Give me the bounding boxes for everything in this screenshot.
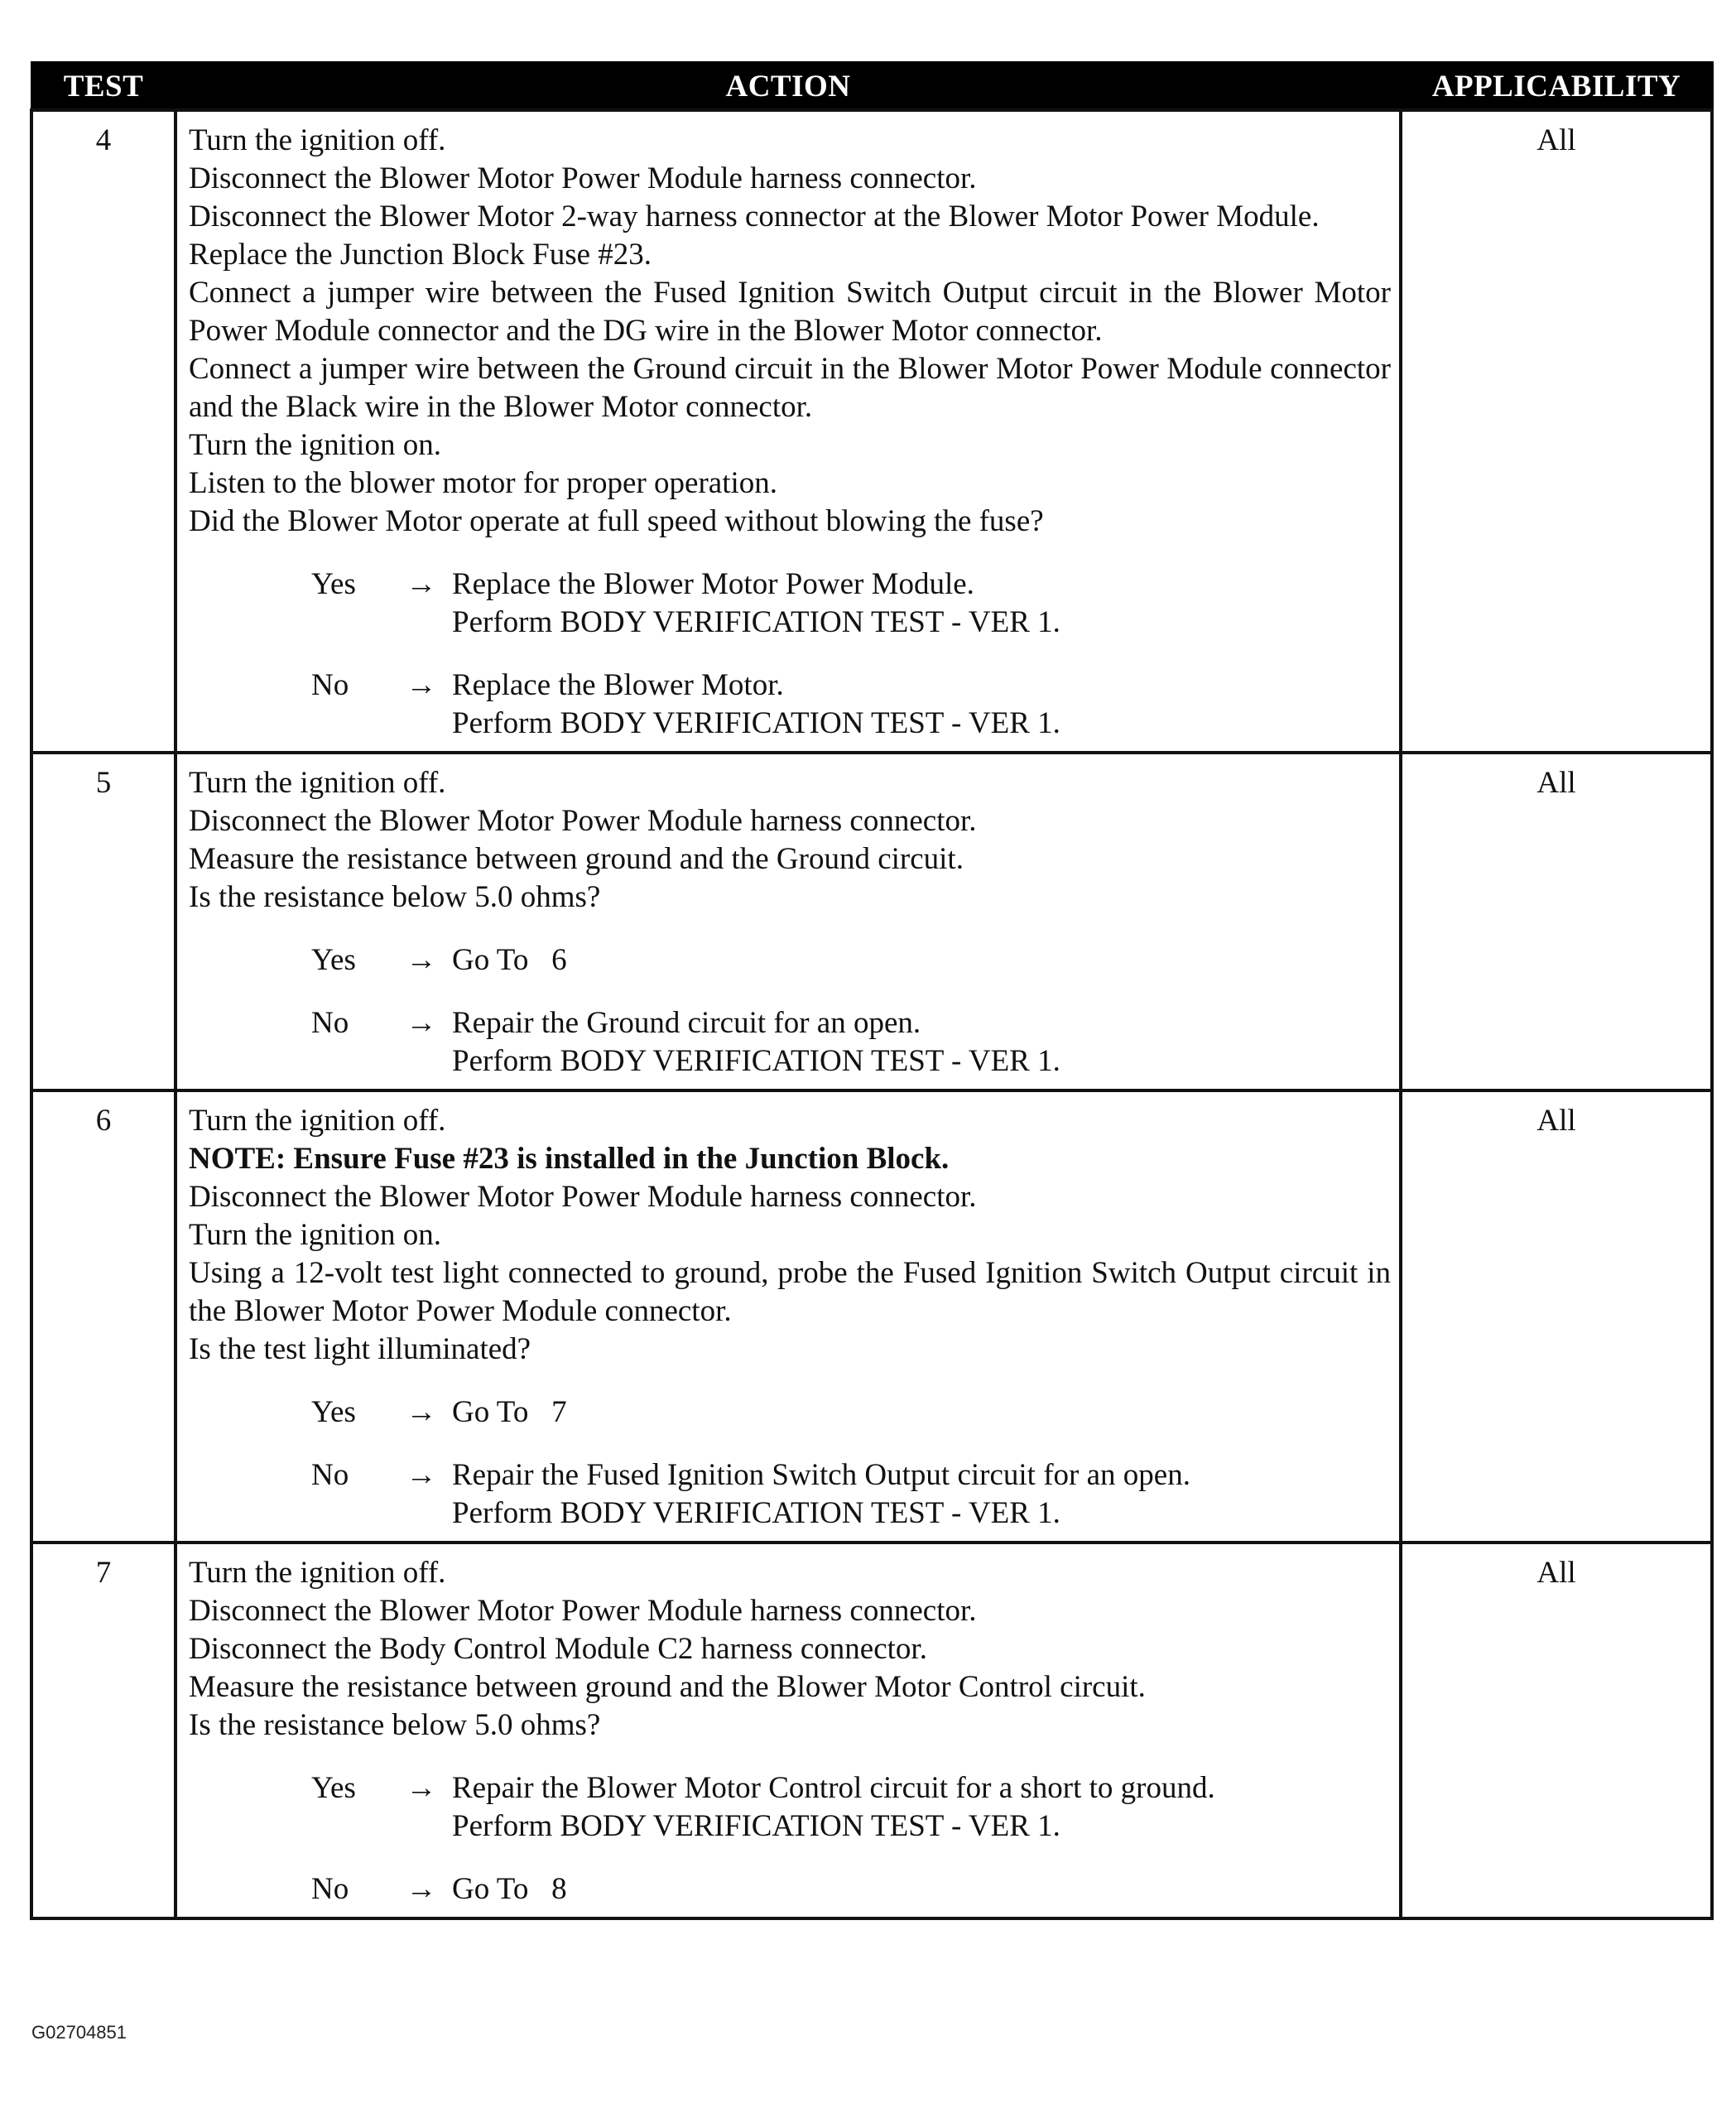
action-step: Disconnect the Body Control Module C2 harness connector. <box>189 1632 927 1666</box>
outcome-no <box>189 667 1391 743</box>
diagnostic-test-table <box>30 61 1710 1920</box>
action-step: Turn the ignition off. <box>189 123 446 157</box>
action-step: Connect a jumper wire between the Fused Ignition Switch Output circuit in the Blower Motor Power Module connector and the DG wire in the Blower Motor connector. <box>189 276 1391 348</box>
action-step: Replace the Junction Block Fuse #23. <box>189 238 652 272</box>
outcome-result <box>452 1004 1391 1081</box>
test-number: 4 <box>31 110 176 753</box>
action-step: Using a 12-volt test light connected to ground, probe the Fused Ignition Switch Output circuit in the Blower Motor Power Module connector. <box>189 1256 1391 1328</box>
applicability-cell: All <box>1401 110 1712 753</box>
arrow-icon: → <box>406 1395 437 1429</box>
arrow-icon: → <box>406 1872 437 1906</box>
applicability-cell: All <box>1401 753 1712 1090</box>
arrow-icon: → <box>406 1006 437 1040</box>
outcome-no <box>189 1870 1391 1908</box>
result-line: Repair the Ground circuit for an open. <box>452 1006 921 1040</box>
result-line: Perform BODY VERIFICATION TEST - VER 1. <box>452 1809 1060 1843</box>
outcome-result <box>452 667 1391 743</box>
action-step: Is the resistance below 5.0 ohms? <box>189 1708 601 1742</box>
result-line: Repair the Fused Ignition Switch Output circuit for an open. <box>452 1458 1190 1492</box>
applicability-cell: All <box>1401 1543 1712 1918</box>
header-test: TEST <box>31 63 176 111</box>
note-text: NOTE: Ensure Fuse #23 is installed in the Junction Block. <box>189 1142 950 1176</box>
action-cell <box>176 1090 1401 1543</box>
test-number: 7 <box>31 1543 176 1918</box>
arrow-icon: → <box>406 1771 437 1805</box>
result-line: Replace the Blower Motor Power Module. <box>452 567 974 601</box>
action-step: Disconnect the Blower Motor Power Module harness connector. <box>189 804 977 838</box>
outcome-yes <box>189 566 1391 642</box>
header-applicability: APPLICABILITY <box>1401 63 1712 111</box>
answer-label: Yes <box>311 1771 356 1805</box>
figure-id: G02704851 <box>31 2022 127 2043</box>
table-row <box>31 753 1712 1090</box>
test-number: 5 <box>31 753 176 1090</box>
result-line: Perform BODY VERIFICATION TEST - VER 1. <box>452 1044 1060 1078</box>
action-cell <box>176 110 1401 753</box>
result-line: Go To 6 <box>452 943 567 977</box>
action-step: Is the test light illuminated? <box>189 1332 531 1366</box>
outcome-no <box>189 1456 1391 1533</box>
answer-label: No <box>311 668 349 702</box>
outcome-yes <box>189 941 1391 979</box>
answer-label: No <box>311 1458 349 1492</box>
outcome-result <box>452 1456 1391 1533</box>
result-line: Perform BODY VERIFICATION TEST - VER 1. <box>452 706 1060 740</box>
action-step: Turn the ignition off. <box>189 1556 446 1590</box>
result-line: Replace the Blower Motor. <box>452 668 784 702</box>
action-step: Disconnect the Blower Motor 2-way harness connector at the Blower Motor Power Module. <box>189 200 1320 233</box>
arrow-icon: → <box>406 567 437 601</box>
test-table <box>30 61 1714 1920</box>
answer-label: No <box>311 1872 349 1906</box>
outcome-no <box>189 1004 1391 1081</box>
arrow-icon: → <box>406 943 437 977</box>
outcome-result <box>452 941 1391 979</box>
answer-label: No <box>311 1006 349 1040</box>
header-action: ACTION <box>176 63 1401 111</box>
arrow-icon: → <box>406 668 437 702</box>
action-cell <box>176 1543 1401 1918</box>
outcome-result <box>452 566 1391 642</box>
action-step: Connect a jumper wire between the Ground circuit in the Blower Motor Power Module connector and the Black wire in the Blower Motor connector. <box>189 352 1391 424</box>
action-step: Turn the ignition on. <box>189 428 441 462</box>
action-step: Turn the ignition off. <box>189 766 446 800</box>
result-line: Go To 8 <box>452 1872 567 1906</box>
test-number: 6 <box>31 1090 176 1543</box>
result-line: Go To 7 <box>452 1395 567 1429</box>
outcome-result <box>452 1393 1391 1432</box>
table-row <box>31 1090 1712 1543</box>
applicability-cell: All <box>1401 1090 1712 1543</box>
outcome-yes <box>189 1393 1391 1432</box>
result-line: Perform BODY VERIFICATION TEST - VER 1. <box>452 1496 1060 1530</box>
header-row <box>31 63 1712 111</box>
outcome-result <box>452 1870 1391 1908</box>
result-line: Repair the Blower Motor Control circuit for a short to ground. <box>452 1771 1215 1805</box>
action-step: Disconnect the Blower Motor Power Module harness connector. <box>189 161 977 195</box>
action-step: Turn the ignition on. <box>189 1218 441 1252</box>
action-step: Measure the resistance between ground and the Ground circuit. <box>189 842 964 876</box>
table-row <box>31 110 1712 753</box>
action-step: Disconnect the Blower Motor Power Module harness connector. <box>189 1180 977 1214</box>
table-row <box>31 1543 1712 1918</box>
result-line: Perform BODY VERIFICATION TEST - VER 1. <box>452 605 1060 639</box>
answer-label: Yes <box>311 1395 356 1429</box>
action-step: Disconnect the Blower Motor Power Module harness connector. <box>189 1594 977 1628</box>
answer-label: Yes <box>311 943 356 977</box>
action-step: Listen to the blower motor for proper operation. <box>189 466 778 500</box>
action-cell <box>176 753 1401 1090</box>
answer-label: Yes <box>311 567 356 601</box>
action-step: Turn the ignition off. <box>189 1104 446 1138</box>
action-step: Measure the resistance between ground and the Blower Motor Control circuit. <box>189 1670 1146 1704</box>
arrow-icon: → <box>406 1458 437 1492</box>
outcome-result <box>452 1769 1391 1846</box>
action-step: Did the Blower Motor operate at full speed without blowing the fuse? <box>189 504 1044 538</box>
action-step: Is the resistance below 5.0 ohms? <box>189 880 601 914</box>
outcome-yes <box>189 1769 1391 1846</box>
